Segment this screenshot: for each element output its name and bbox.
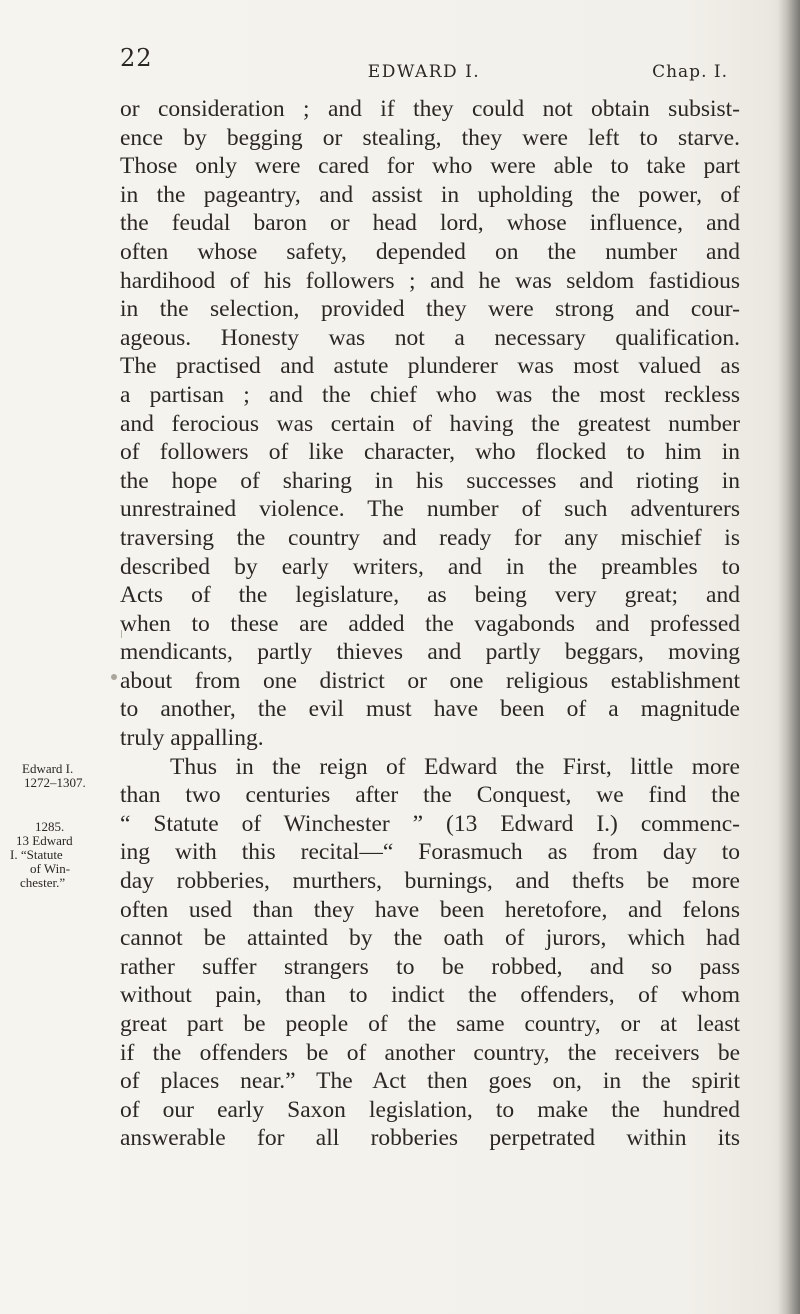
margin-note-statute-ref: 13 Edward xyxy=(16,833,73,848)
page-number: 22 xyxy=(120,44,153,72)
text-line: day robberies, murthers, burnings, and thefts be more xyxy=(120,868,740,895)
margin-note-reign: Edward I. xyxy=(22,761,74,776)
text-line: unrestrained violence. The number of such adventurers xyxy=(120,496,740,523)
text-line: The practised and astute plunderer was most valued as xyxy=(120,353,740,380)
text-line: often whose safety, depended on the number and xyxy=(120,238,740,265)
text-line: the feudal baron or head lord, whose influence, and xyxy=(120,210,740,237)
text-line: about from one district or one religious establishment xyxy=(120,667,740,694)
text-line: than two centuries after the Conquest, we find the xyxy=(120,782,740,809)
text-line: in the pageantry, and assist in upholding the power, of xyxy=(120,181,740,208)
text-line: great part be people of the same country, or at least xyxy=(120,1011,740,1037)
text-line: if the offenders be of another country, the receivers be xyxy=(120,1039,740,1066)
text-line: or consideration ; and if they could not obtain subsist- xyxy=(120,96,740,122)
margin-note-statute-title-3: chester.” xyxy=(20,875,66,890)
text-line: traversing the country and ready for any mischief is xyxy=(120,524,740,551)
running-title: EDWARD I. xyxy=(367,62,481,82)
print-blemish-dot xyxy=(111,674,117,680)
text-line: Those only were cared for who were able to take part xyxy=(120,153,740,180)
text-line: Acts of the legislature, as being very great; and xyxy=(120,582,740,609)
chapter-label: Chap. I. xyxy=(652,62,728,82)
margin-note-statute-title-2: of Win- xyxy=(30,861,71,876)
text-line: “ Statute of Winchester ” (13 Edward I.) commenc- xyxy=(120,810,740,837)
text-line: mendicants, partly thieves and partly beggars, moving xyxy=(120,639,740,666)
body-text xyxy=(120,95,740,1153)
text-line: rather suffer strangers to be robbed, and so pass xyxy=(120,953,740,980)
margin-note-reign-years: 1272–1307. xyxy=(24,775,86,790)
text-line: to another, the evil must have been of a magnitude xyxy=(120,696,740,723)
text-line: ageous. Honesty was not a necessary qualification. xyxy=(120,324,740,351)
text-line: answerable for all robberies perpetrated within its xyxy=(120,1125,740,1152)
text-line: hardihood of his followers ; and he was seldom fastidious xyxy=(120,267,740,294)
text-line: described by early writers, and in the preambles to xyxy=(120,553,740,580)
text-line: of places near.” The Act then goes on, in the spirit xyxy=(120,1068,740,1095)
text-line-paragraph-end: truly appalling. xyxy=(120,725,264,752)
margin-note-statute-year: 1285. xyxy=(35,819,65,834)
text-line: and ferocious was certain of having the greatest number xyxy=(120,410,740,437)
text-line: cannot be attainted by the oath of jurors, which had xyxy=(120,925,740,952)
page-edge-shadow xyxy=(778,0,800,1314)
text-line-paragraph-start: Thus in the reign of Edward the First, little more xyxy=(170,753,740,780)
text-line: a partisan ; and the chief who was the most reckless xyxy=(120,381,740,408)
text-line: when to these are added the vagabonds and professed xyxy=(120,610,740,637)
page-header xyxy=(120,44,728,84)
text-line: of followers of like character, who flocked to him in xyxy=(120,439,740,466)
text-line: in the selection, provided they were strong and cour- xyxy=(120,296,740,323)
margin-note-statute-title: I. “Statute xyxy=(10,847,63,862)
text-line: often used than they have been heretofore, and felons xyxy=(120,896,740,923)
text-line: the hope of sharing in his successes and rioting in xyxy=(120,467,740,494)
text-line: ing with this recital—“ Forasmuch as from day to xyxy=(120,839,740,866)
text-line: ence by begging or stealing, they were left to starve. xyxy=(120,124,740,151)
text-line: without pain, than to indict the offenders, of whom xyxy=(120,982,740,1009)
text-line: of our early Saxon legislation, to make the hundred xyxy=(120,1096,740,1123)
